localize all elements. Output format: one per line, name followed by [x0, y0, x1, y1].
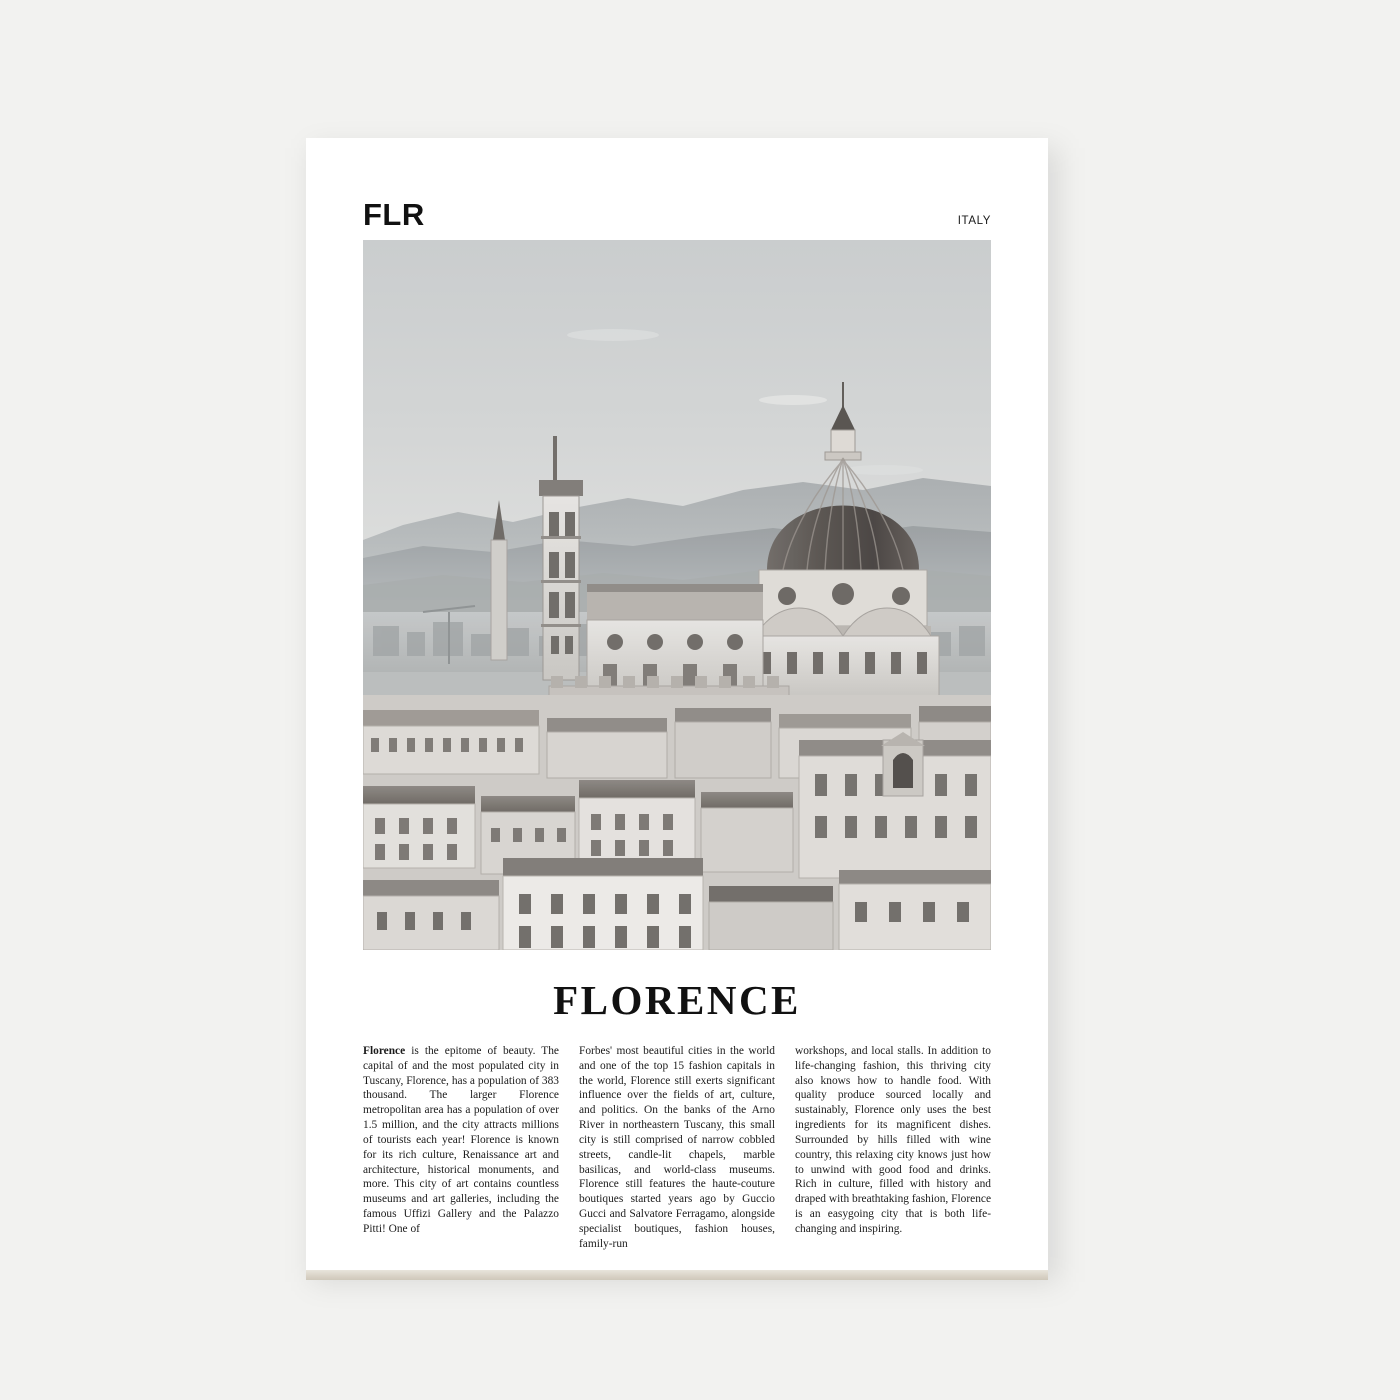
- poster-content: [363, 197, 991, 1252]
- lead-word: Florence: [363, 1045, 406, 1057]
- description-columns: [363, 1044, 991, 1252]
- city-photograph: [363, 240, 991, 950]
- column-text: is the epitome of beauty. The capital of and the most populated city in Tuscany, Florence, has a population of 383 thousand. The larger Florence metropolitan area has a population of over 1.5 million, and the city attracts millions of tourists each year! Florence is known for its rich culture, Renaissance art and architecture, historical monuments, and more. This city of art contains countless museums and art galleries, including the famous Uffizi Gallery and the Palazzo Pitti! One of: [363, 1045, 559, 1235]
- description-column-2: Forbes' most beautiful cities in the world and one of the top 15 fashion capitals in the world, Florence still exerts significant influence over the fields of art, culture, and politics. On the banks of the Arno River in northeastern Tuscany, this small city is still comprised of narrow cobbled streets, candle-lit chapels, marble basilicas, and world-class museums. Florence still features the haute-couture boutiques started years ago by Guccio Gucci and Salvatore Ferragamo, alongside specialist boutiques, fashion houses, family-run: [579, 1045, 775, 1250]
- airport-code: FLR: [363, 197, 425, 232]
- page-title: FLORENCE: [553, 977, 801, 1023]
- poster-header: [363, 197, 991, 232]
- description-column-3: workshops, and local stalls. In addition to life-changing fashion, this thriving city also knows how to handle food. With quality produce sourced locally and sustainably, Florence only uses the best ingredients for its magnificent dishes. Surrounded by hills filled with wine country, this relaxing city knows just how to unwind with good food and drinks. Rich in culture, filled with history and draped with breathtaking fashion, Florence is an easygoing city that is both life-changing and inspiring.: [795, 1045, 991, 1235]
- country-label: ITALY: [957, 214, 991, 227]
- florence-skyline-image: [363, 240, 991, 950]
- poster-bottom-edge: [306, 1270, 1048, 1280]
- poster: [306, 138, 1048, 1270]
- description-column-1: [363, 1044, 559, 1252]
